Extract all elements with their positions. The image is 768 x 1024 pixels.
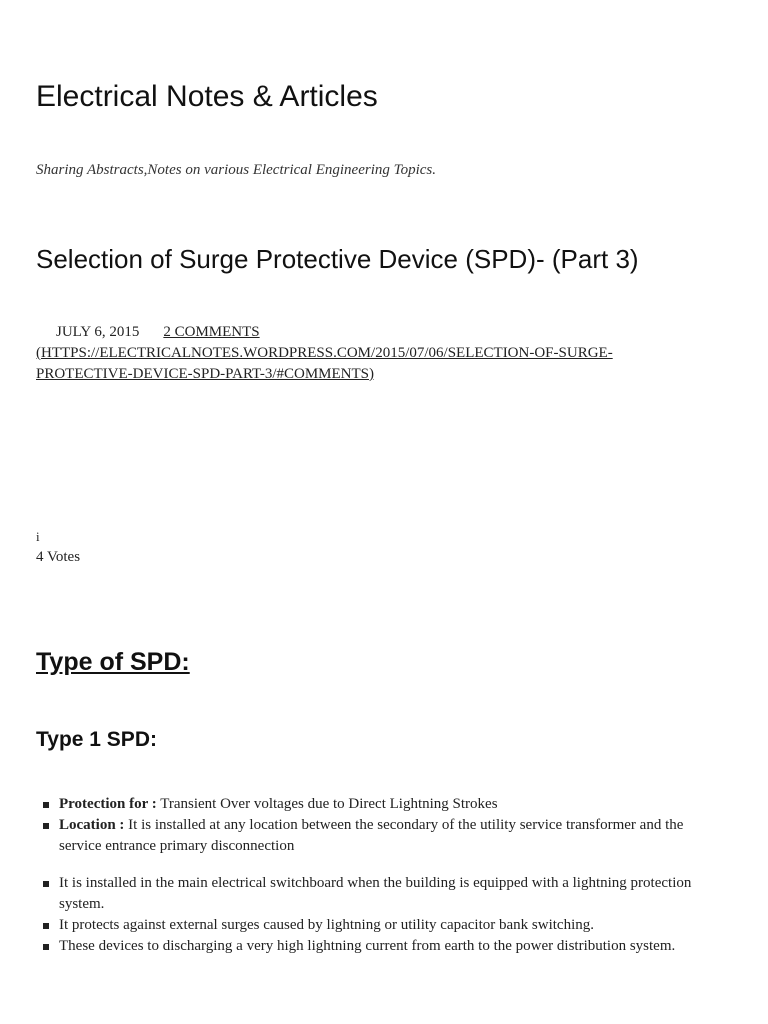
comments-url-link[interactable]: (HTTPS://ELECTRICALNOTES.WORDPRESS.COM/2015/07/06/SELECTION-OF-SURGE-PROTECTIVE-DEVICE-SPD-PART-3/#COMMENTS): [36, 345, 613, 382]
bullet-square-icon: [43, 881, 49, 887]
list-item: [36, 794, 716, 815]
bullet-square-icon: [43, 923, 49, 929]
list-item-label: Location :: [59, 817, 125, 833]
info-icon[interactable]: i: [36, 529, 40, 544]
bullet-square-icon: [43, 823, 49, 829]
post-date: JULY 6, 2015: [56, 324, 140, 340]
post-meta: [36, 322, 696, 385]
list-item: [36, 936, 716, 957]
spd-features-list: [36, 873, 716, 957]
site-tagline: Sharing Abstracts,Notes on various Electrical Engineering Topics.: [36, 162, 436, 178]
rating-widget: [36, 526, 80, 568]
site-title[interactable]: Electrical Notes & Articles: [36, 80, 378, 113]
list-item-text: It is installed at any location between the secondary of the utility service transformer and the service entrance primary disconnection: [59, 817, 684, 854]
list-item-text: It protects against external surges caused by lightning or utility capacitor bank switching.: [59, 917, 595, 933]
list-item-text: It is installed in the main electrical switchboard when the building is equipped with a lightning protection system.: [59, 875, 692, 912]
list-item-text: Transient Over voltages due to Direct Lightning Strokes: [156, 796, 498, 812]
comments-count-link[interactable]: 2 COMMENTS: [163, 324, 260, 340]
votes-count: 4 Votes: [36, 549, 81, 565]
section-heading: Type of SPD:: [36, 648, 190, 676]
post-title: Selection of Surge Protective Device (SPD)- (Part 3): [36, 244, 639, 274]
list-item: [36, 815, 716, 857]
spd-details-list: [36, 794, 716, 857]
bullet-square-icon: [43, 802, 49, 808]
list-item: [36, 873, 716, 915]
list-item-label: Protection for :: [59, 796, 157, 812]
section-subheading: Type 1 SPD:: [36, 728, 157, 751]
list-item: [36, 915, 716, 936]
bullet-square-icon: [43, 944, 49, 950]
list-item-text: These devices to discharging a very high lightning current from earth to the power distribution system.: [59, 938, 676, 954]
